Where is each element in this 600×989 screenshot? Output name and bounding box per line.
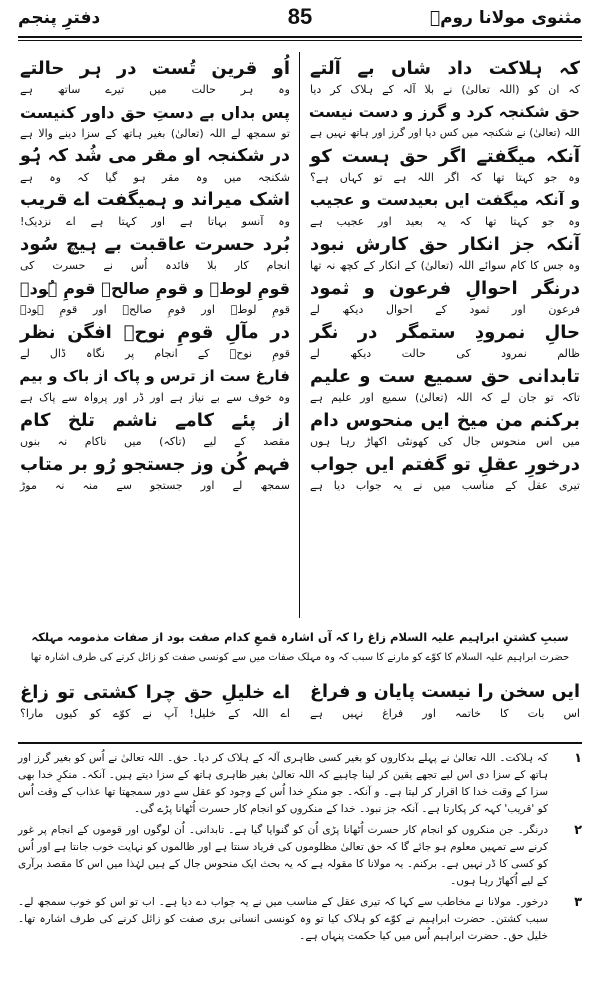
right-verse-column bbox=[310, 54, 580, 494]
verse-translation: کہ ان کو (اللہ تعالیٰ) نے بلا آلہ کے ہلاک کر دیا bbox=[310, 83, 580, 96]
verse-translation: میں اس منحوس جال کی کھونٹی اکھاڑ رہا ہوں bbox=[310, 435, 580, 448]
footnote-text: درنگر۔ جن منکروں کو انجام کار حسرت اُٹھانا پڑی اُن کو گنوایا گیا ہے۔ تابدانی۔ اُن لوگوں اور قوموں کے انجام پر غور کرنے سے تمہیں معلوم ہو جائے گا کہ حق تعالیٰ مظلوموں کی فریاد سنتا ہے اور ظالموں کو نہایت خوب جانتا ہے اور اُس کو کسی کا ڈر نہیں ہے۔ برکنم۔ یہ مولانا کا مقولہ ہے کہ یہ بحث ایک منحوس جال کے ہیں لہٰذا میں اس کا مقصد برآری کے لیے اُکھاڑ رہا ہوں۔ bbox=[18, 824, 548, 887]
page-header bbox=[18, 4, 582, 34]
verse-translation: مقصد کے لیے (تاکہ) میں ناکام نہ بنوں bbox=[20, 435, 290, 448]
verse-line: اے خلیلِ حق چرا کشتی تو زاغ bbox=[20, 682, 290, 703]
verse-line: فہم کُن وز جستجو رُو بر متاب bbox=[20, 454, 290, 475]
section-heading: سببِ کشتنِ ابراہیم علیہ السلام زاغ را کہ آں اشارہ قمعِ کدام صفت بود از صفات مذمومہ مہلکہ bbox=[31, 630, 569, 644]
verse-translation: تیری عقل کے مناسب میں نے یہ جواب دیا ہے bbox=[310, 479, 580, 492]
footnote-number: ۳ bbox=[574, 895, 582, 910]
footnote bbox=[18, 750, 582, 818]
verse-translation: قومِ نوحؑ کے انجام پر نگاہ ڈال لے bbox=[20, 347, 290, 360]
verse-line: درنگر احوالِ فرعون و ثمود bbox=[310, 278, 580, 299]
verse-translation: اللہ (تعالیٰ) نے شکنجہ میں کس دیا اور گرز اور ہاتھ نہیں ہے bbox=[310, 127, 580, 139]
verse-translation: وہ خوف سے بے نیاز ہے اور ڈر اور پرواہ سے پاک ہے bbox=[20, 391, 290, 404]
verse-translation: سمجھ لے اور جستجو سے منہ نہ موڑ bbox=[20, 479, 290, 492]
verse-translation: شکنجہ میں وہ مقر ہو گیا کہ وہ ہے bbox=[20, 171, 290, 184]
verse-line: اُو قرین تُست در ہر حالتے bbox=[20, 58, 290, 79]
verse-line: تابدانی حق سمیع ست و علیم bbox=[310, 366, 580, 387]
header-rule-top bbox=[18, 36, 582, 38]
verse-line: پس بداں بے دستِ حق داور کنیست bbox=[20, 103, 290, 122]
verse-line: از پئے کامے ناشم تلخ کام bbox=[20, 410, 290, 431]
verse-line: فارغ ست از ترس و پاک از باک و بیم bbox=[19, 367, 290, 385]
footnote-number: ۱ bbox=[574, 751, 582, 766]
verse-line: و آنکہ میگفت ایں بعیدست و عجیب bbox=[310, 191, 580, 209]
footnote-rule bbox=[18, 742, 582, 744]
verse-line: بُرد حسرت عاقبت بے ہیچ سُود bbox=[20, 234, 290, 255]
verse-translation: وہ جو کہتا تھا کہ یہ بعید اور عجیب ہے bbox=[310, 215, 580, 228]
verse-line: برکنم من میخ ایں منحوس دام bbox=[310, 410, 580, 431]
verse-translation: ظالم نمرود کی حالت دیکھ لے bbox=[310, 347, 580, 360]
verse-translation: قومِ لوطؑ اور قومِ صالحؑ اور قومِ ہودؑ bbox=[20, 303, 290, 316]
verse-translation: اس بات کا خاتمہ اور فراغ نہیں ہے bbox=[310, 707, 580, 720]
footnote-text: کہ ہلاکت۔ اللہ تعالیٰ نے پہلے بدکاروں کو بغیر کسی ظاہری آلہ کے ہلاک کر دیا۔ حق۔ اللہ تعالیٰ نے اُس کو بغیر گرز اور ہاتھ کے سزا دی اس لیے تجھے یقین کر لینا چاہیے کہ اللہ تعالیٰ بغیر ظاہری ہاتھ کے سزا دیتے ہیں۔ آنکہ۔ منکرِ خدا بھی سزا کے وقت خدا کا اقرار کر لیتا ہے۔ و آنکہ۔ جو منکرِ خدا اُس کے وجود کو عقل سے دور سمجھتا تھا عذاب کے وقت اُس کو 'قریب' کہہ کر پکارتا ہے۔ آنکہ جز نبود۔ خدا کے منکروں کو انجام کار حسرت اُٹھانا پڑے گی۔ bbox=[18, 752, 548, 815]
verse-line: حالِ نمرودِ ستمگر در نگر bbox=[310, 322, 580, 343]
verse-line: در شکنجہ او مقر می شُد کہ ہُو bbox=[20, 146, 290, 166]
footnote-text: درخور۔ مولانا نے مخاطب سے کہا کہ تیری عقل کے مناسب میں نے یہ جواب دے دیا ہے۔ اب تو اس کو خوب سمجھ لے۔ سبب کشتن۔ حضرت ابراہیم نے کوّے کو ہلاک کیا تو وہ کونسی انسانی بری صفت کو زائل کرنے کی طرف اشارہ تھا۔ خلیل حق۔ حضرت ابراہیم اُس میں کیا حکمت پنہاں ہے۔ bbox=[18, 896, 548, 942]
column-divider bbox=[299, 52, 300, 618]
page-number: 85 bbox=[287, 4, 313, 29]
verse-line: اشک میراند و ہمیگفت اے قریب bbox=[20, 190, 290, 210]
footnote bbox=[18, 894, 582, 945]
verse-translation: انجام کار بلا فائدہ اُس نے حسرت کی bbox=[20, 259, 290, 272]
section-heading-translation: حضرت ابراہیم علیہ السلام کا کوّے کو مارنے کا سبب کہ وہ مہلک صفات میں سے کونسی صفت کو زائل کرنے کی طرف اشارہ تھا bbox=[30, 652, 570, 663]
section-heading-block bbox=[24, 626, 576, 668]
verse-translation: وہ ہر حالت میں تیرے ساتھ ہے bbox=[20, 83, 290, 96]
book-title: مثنوی مولانا رومؒ bbox=[429, 8, 582, 28]
footnotes bbox=[18, 750, 582, 949]
header-rule-bottom bbox=[18, 40, 582, 41]
verse-line: حق شکنجہ کرد و گرز و دست نیست bbox=[308, 103, 580, 121]
verse-line: ایں سخن را نیست پایان و فراغ bbox=[310, 682, 580, 702]
footnote bbox=[18, 822, 582, 890]
verse-line: قومِ لوطؑ و قومِ صالحؑ قومِ ہُودؑ bbox=[20, 279, 290, 298]
verse-line: درخورِ عقلِ تو گفتم ایں جواب bbox=[310, 454, 580, 475]
volume-title: دفترِ پنجم bbox=[18, 8, 101, 28]
final-couplet-right bbox=[310, 678, 580, 722]
verse-line: در مآلِ قومِ نوحؑ افگن نظر bbox=[20, 322, 290, 343]
verse-translation: وہ جو کہتا تھا کہ اگر اللہ ہے تو کہاں ہے؟ bbox=[310, 171, 580, 184]
left-verse-column bbox=[20, 54, 290, 494]
verse-translation: وہ جس کا کام سوائے اللہ (تعالیٰ) کے انکار کے کچھ نہ تھا bbox=[310, 259, 580, 272]
verse-translation: وہ آنسو بہاتا ہے اور کہتا ہے اے نزدیک! bbox=[20, 215, 290, 228]
footnote-number: ۲ bbox=[574, 823, 582, 838]
verse-line: کہ ہلاکت داد شاں بے آلتے bbox=[310, 58, 580, 79]
verse-translation: فرعون اور ثمود کے احوال دیکھ لے bbox=[310, 303, 580, 316]
verse-translation: تاکہ تو جان لے کہ اللہ (تعالیٰ) سمیع اور علیم ہے bbox=[310, 391, 580, 404]
final-couplet bbox=[20, 678, 580, 738]
verse-translation: اے اللہ کے خلیل! آپ نے کوّے کو کیوں مارا؟ bbox=[20, 707, 290, 720]
verse-line: آنکہ جز انکار حق کارش نبود bbox=[310, 234, 580, 255]
verse-translation: تو سمجھ لے اللہ (تعالیٰ) بغیر ہاتھ کے سزا دینے والا ہے bbox=[20, 127, 290, 140]
final-couplet-left bbox=[20, 678, 290, 722]
verse-line: آنکہ میگفتے اگر حق ہست کو bbox=[310, 146, 580, 167]
